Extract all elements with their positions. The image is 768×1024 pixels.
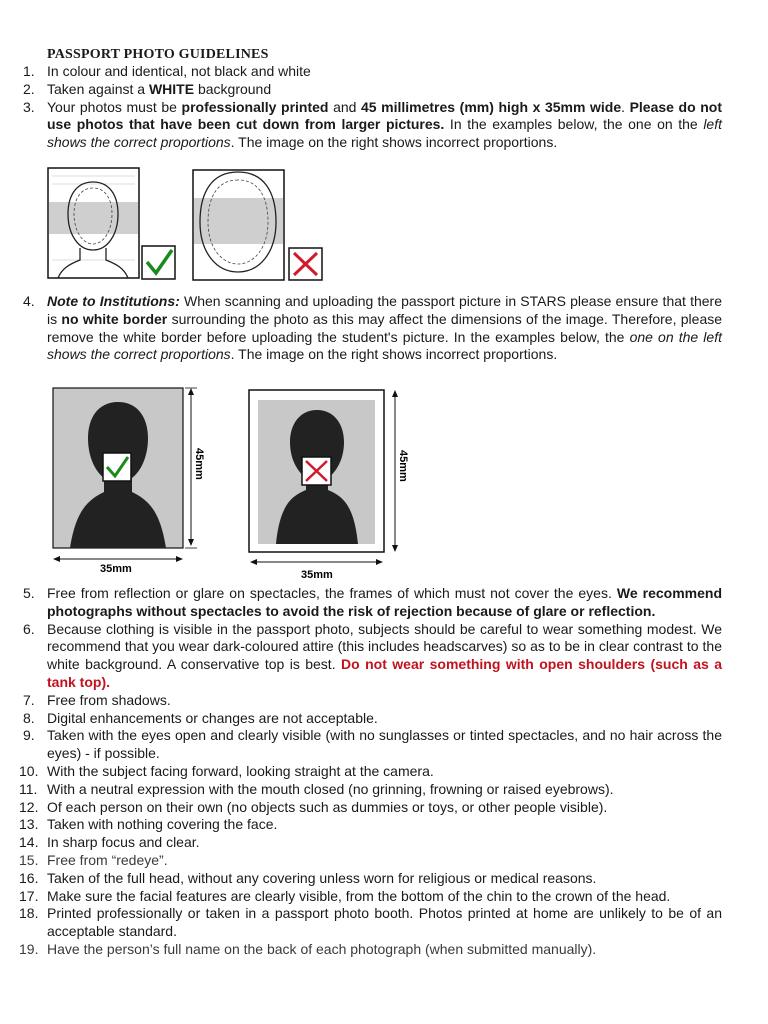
guideline-item — [0, 834, 768, 852]
item-number: 12. — [19, 798, 39, 815]
guideline-item — [0, 852, 768, 870]
item-text: 45 millimetres (mm) high x 35mm wide — [361, 98, 622, 115]
item-text: With the subject facing forward, looking straight at the camera. — [47, 762, 434, 779]
item-text: Taken of the full head, without any covering unless worn for religious or medical reasons. — [47, 869, 597, 886]
guideline-item — [0, 727, 768, 763]
item-text: Because clothing is visible in the passport photo, subjects should be careful to wear something modest. We recommend that you wear dark-coloured attire (this includes headscarves) so as to be in clear contrast to the white background. A conservative top is best. — [47, 620, 722, 673]
guideline-item — [0, 763, 768, 781]
guideline-item — [0, 81, 768, 99]
item-text: Printed professionally or taken in a passport photo booth. Photos printed at home are unlikely to be of an acceptable standard. — [47, 905, 722, 940]
right-width-label: 35mm — [301, 569, 333, 581]
guideline-item — [0, 799, 768, 817]
left-width-label: 35mm — [100, 563, 132, 575]
item-text: Digital enhancements or changes are not acceptable. — [47, 709, 378, 726]
guideline-item — [0, 905, 768, 941]
cross-mark-icon — [302, 457, 331, 485]
item-text: surrounding the photo as this may affect the dimensions of the image. Therefore, please remove the white border before uploading the student's picture. In the examples below, the — [47, 310, 723, 345]
item-number: 6. — [23, 620, 35, 637]
item-number: 14. — [19, 834, 39, 851]
item-text: . The image on the right shows incorrect proportions. — [230, 346, 558, 363]
item-text: In the examples below, the one on the — [444, 116, 704, 133]
item-text: no white border — [61, 310, 168, 327]
item-number: 2. — [23, 80, 35, 97]
item-text: Taken against a — [47, 80, 149, 97]
item-text: Please do not use photos that have been cut down from larger pictures. — [47, 98, 722, 133]
item-text: Free from “redeye”. — [47, 851, 168, 868]
guideline-item — [0, 781, 768, 799]
item-number: 18. — [19, 905, 39, 922]
item-number: 19. — [19, 940, 39, 957]
item-number: 10. — [19, 762, 39, 779]
guidelines-list-part-3 — [0, 585, 768, 959]
item-text: Taken with the eyes open and clearly visible (with no sunglasses or tinted spectacles, and no hair across the eyes) - if possible. — [47, 727, 722, 762]
guideline-item — [0, 870, 768, 888]
guideline-item — [0, 710, 768, 728]
correct-proportion-photo — [48, 168, 139, 278]
item-number: 1. — [23, 63, 35, 79]
guideline-item — [0, 99, 768, 152]
figure-proportions — [40, 164, 340, 284]
item-text: background — [194, 80, 272, 97]
item-number: 3. — [23, 98, 35, 115]
guideline-item — [0, 888, 768, 906]
item-text: . — [621, 98, 630, 115]
incorrect-proportion-photo — [193, 170, 284, 280]
item-number: 7. — [23, 691, 35, 708]
item-text: WHITE — [148, 80, 195, 97]
guideline-item — [0, 63, 768, 81]
guideline-item — [0, 621, 768, 692]
guideline-item — [0, 692, 768, 710]
item-number: 4. — [23, 293, 35, 309]
item-number: 17. — [19, 887, 39, 904]
item-number: 9. — [23, 727, 35, 744]
item-text: Have the person’s full name on the back of each photograph (when submitted manually). — [47, 940, 597, 957]
item-text: We recommend photographs without spectacles to avoid the risk of rejection because of glare or reflection. — [47, 585, 723, 619]
item-text: . The image on the right shows incorrect proportions. — [230, 134, 558, 151]
left-height-label: 45mm — [193, 448, 205, 480]
cross-mark-icon — [289, 248, 322, 280]
item-text: Of each person on their own (no objects such as dummies or toys, or other people visible). — [47, 798, 608, 815]
check-mark-icon — [142, 246, 175, 279]
item-number: 11. — [19, 780, 38, 797]
item-number: 5. — [23, 585, 35, 601]
check-mark-icon — [103, 453, 131, 481]
guideline-item — [0, 585, 768, 621]
item-number: 13. — [19, 816, 39, 833]
item-text: left shows the correct proportions — [47, 116, 722, 151]
item-text: and — [328, 98, 361, 115]
guideline-item — [0, 293, 768, 364]
page-title: PASSPORT PHOTO GUIDELINES — [47, 47, 269, 62]
guidelines-list-part-1 — [0, 63, 768, 152]
item-text: With a neutral expression with the mouth closed (no grinning, frowning or raised eyebrows). — [47, 780, 614, 797]
figure-border-example — [40, 382, 430, 584]
item-text: Taken with nothing covering the face. — [47, 816, 278, 833]
right-height-label: 45mm — [397, 450, 409, 482]
item-text: Note to Institutions: — [47, 293, 180, 309]
item-text: Your photos must be — [47, 98, 182, 115]
item-number: 8. — [23, 709, 35, 726]
incorrect-photo-with-border — [249, 390, 398, 565]
item-text: Free from reflection or glare on spectacles, the frames of which must not cover the eyes. — [47, 585, 617, 601]
item-text: professionally printed — [181, 98, 329, 115]
item-text: In colour and identical, not black and white — [47, 63, 311, 79]
item-number: 15. — [19, 851, 39, 868]
guideline-item — [0, 941, 768, 959]
item-number: 16. — [19, 869, 39, 886]
item-text: Free from shadows. — [47, 691, 171, 708]
correct-photo-no-border — [53, 388, 197, 562]
item-text: one on the left shows the correct proportions — [47, 328, 722, 363]
item-text: When scanning and uploading the passport picture in STARS please ensure that there is — [47, 293, 723, 327]
guideline-item — [0, 816, 768, 834]
item-text: Make sure the facial features are clearly visible, from the bottom of the chin to the crown of the head. — [47, 887, 671, 904]
guidelines-list-part-2 — [0, 293, 768, 364]
item-text: In sharp focus and clear. — [47, 834, 200, 851]
item-text: Do not wear something with open shoulders (such as a tank top). — [47, 656, 722, 690]
